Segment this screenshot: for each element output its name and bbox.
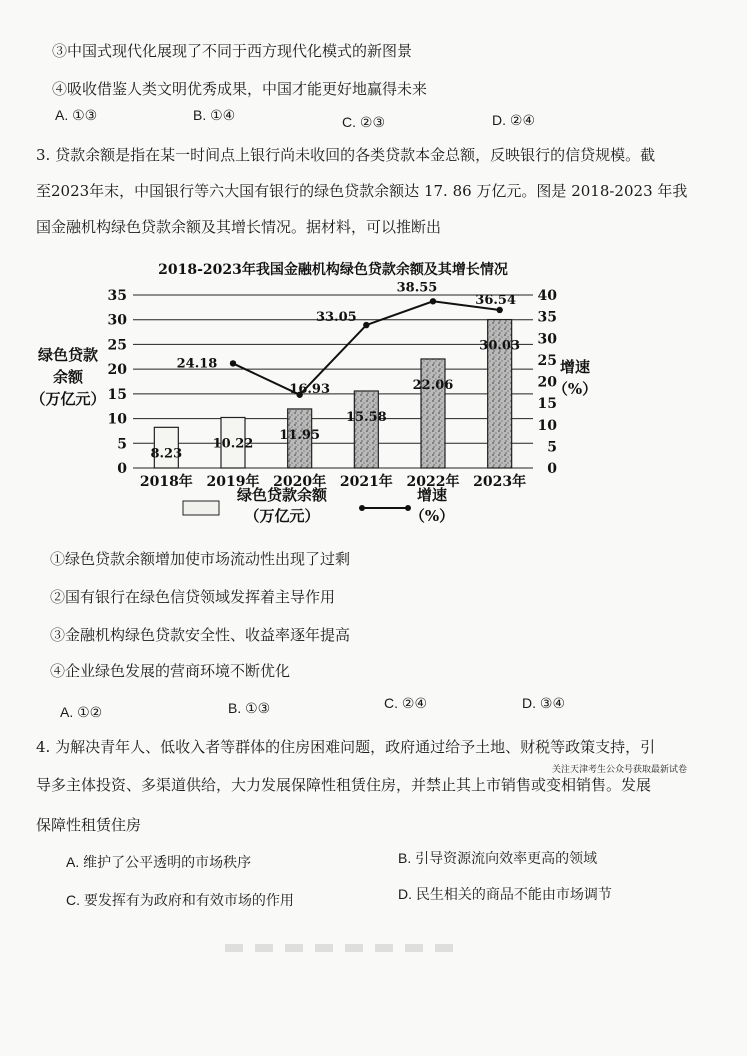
y-left-tick-label: 35 [107, 288, 127, 304]
q4-option-d[interactable]: D. 民生相关的商品不能由市场调节 [398, 886, 612, 902]
y-left-tick-label: 15 [107, 386, 127, 403]
q3-statement-1: ①绿色贷款余额增加使市场流动性出现了过剩 [50, 550, 351, 568]
legend-line-label: 增速 [416, 486, 448, 504]
y-right-tick-label: 0 [547, 461, 557, 477]
q3-stem-line3: 国金融机构绿色贷款余额及其增长情况。据材料，可以推断出 [36, 218, 442, 236]
y-left-tick-label: 0 [117, 461, 127, 477]
q3-option-a[interactable]: A. ①② [60, 704, 103, 720]
growth-value-label: 33.05 [315, 310, 357, 326]
y-left-tick-label: 5 [117, 436, 127, 453]
q2-option-c[interactable]: C. ②③ [342, 114, 385, 130]
y-right-axis-title: （%） [552, 380, 598, 398]
q3-option-d[interactable]: D. ③④ [522, 695, 565, 711]
q2-option-d[interactable]: D. ②④ [492, 112, 535, 128]
y-left-tick-label: 25 [107, 337, 127, 354]
chart-growth-line [230, 298, 503, 398]
y-left-axis-title: 余额 [52, 368, 84, 386]
legend-line-label: （%） [409, 507, 455, 525]
x-tick-label: 2020年 [273, 474, 327, 490]
q4-stem-line3: 保障性租赁住房 [36, 816, 142, 834]
legend-bar-label: （万亿元） [244, 507, 320, 525]
x-tick-label: 2023年 [473, 474, 527, 490]
y-right-tick-label: 10 [537, 417, 557, 434]
bar-value-label: 11.95 [279, 427, 321, 443]
growth-point [430, 298, 436, 304]
chart-title: 2018-2023年我国金融机构绿色贷款余额及其增长情况 [158, 262, 508, 278]
y-left-axis-title: （万亿元） [30, 390, 106, 408]
watermark-text: 关注天津考生公众号获取最新试卷 [552, 765, 688, 775]
q3-stem-line1: 3. 贷款余额是指在某一时间点上银行尚未收回的各类贷款本金总额，反映银行的信贷规模。截 [36, 146, 656, 164]
q4-option-b[interactable]: B. 引导资源流向效率更高的领域 [398, 850, 598, 866]
q4-option-a[interactable]: A. 维护了公平透明的市场秩序 [66, 854, 252, 870]
x-tick-label: 2021年 [339, 474, 393, 490]
growth-value-label: 36.54 [475, 292, 517, 308]
y-right-tick-label: 5 [547, 439, 557, 456]
bar [421, 359, 445, 468]
scan-smudge [225, 944, 465, 952]
growth-series-line [233, 301, 500, 395]
legend-bar-label: 绿色贷款余额 [236, 486, 328, 504]
y-right-tick-label: 40 [537, 288, 557, 304]
y-right-axis-title: 增速 [559, 358, 591, 376]
x-tick-label: 2019年 [206, 474, 260, 490]
q2-option-b[interactable]: B. ①④ [193, 107, 236, 123]
y-right-tick-label: 25 [537, 352, 557, 369]
bar-value-label: 8.23 [150, 446, 183, 462]
growth-point [230, 360, 236, 366]
y-left-axis-title: 绿色贷款 [37, 346, 99, 364]
q4-option-c[interactable]: C. 要发挥有为政府和有效市场的作用 [66, 892, 294, 908]
y-left-tick-label: 10 [107, 411, 127, 428]
bar-value-label: 22.06 [412, 377, 454, 393]
chart-labels [150, 280, 520, 461]
y-left-tick-label: 30 [107, 312, 127, 329]
q3-option-b[interactable]: B. ①③ [228, 700, 271, 716]
x-tick-label: 2022年 [406, 474, 460, 490]
q3-statement-2: ②国有银行在绿色信贷领域发挥着主导作用 [50, 588, 336, 606]
legend-bar-swatch [183, 501, 219, 515]
y-right-tick-label: 15 [537, 396, 557, 413]
growth-value-label: 16.93 [289, 381, 331, 397]
q3-statement-3: ③金融机构绿色贷款安全性、收益率逐年提高 [50, 626, 351, 644]
growth-value-label: 38.55 [396, 280, 438, 296]
statement-3: ③中国式现代化展现了不同于西方现代化模式的新图景 [52, 42, 413, 60]
legend-line-marker [359, 505, 365, 511]
y-right-tick-label: 30 [537, 331, 557, 348]
x-tick-label: 2018年 [139, 474, 193, 490]
q4-stem-line1: 4. 为解决青年人、低收入者等群体的住房困难问题，政府通过给予土地、财税等政策支持，引 [36, 738, 656, 756]
q2-option-a[interactable]: A. ①③ [55, 107, 98, 123]
q4-stem-line2: 导多主体投资、多渠道供给，大力发展保障性租赁住房，并禁止其上市销售或变相销售。发展 [36, 776, 652, 794]
q3-statement-4: ④企业绿色发展的营商环境不断优化 [50, 662, 291, 680]
growth-value-label: 24.18 [176, 356, 218, 372]
green-loan-chart [0, 250, 747, 535]
y-right-tick-label: 35 [537, 309, 557, 326]
q3-stem-line2: 至2023年末，中国银行等六大国有银行的绿色贷款余额达 17. 86 万亿元。图是 2018-2023 年我 [36, 182, 688, 200]
bar-value-label: 15.58 [345, 409, 387, 425]
bar-value-label: 10.22 [212, 436, 254, 452]
y-left-tick-label: 20 [107, 362, 127, 379]
bar-value-label: 30.03 [479, 338, 521, 354]
chart-legend [183, 486, 454, 525]
growth-point [363, 322, 369, 328]
bar [354, 391, 378, 468]
q3-option-c[interactable]: C. ②④ [384, 695, 427, 711]
y-right-tick-label: 20 [537, 374, 557, 391]
statement-4: ④吸收借鉴人类文明优秀成果，中国才能更好地赢得未来 [52, 80, 428, 98]
